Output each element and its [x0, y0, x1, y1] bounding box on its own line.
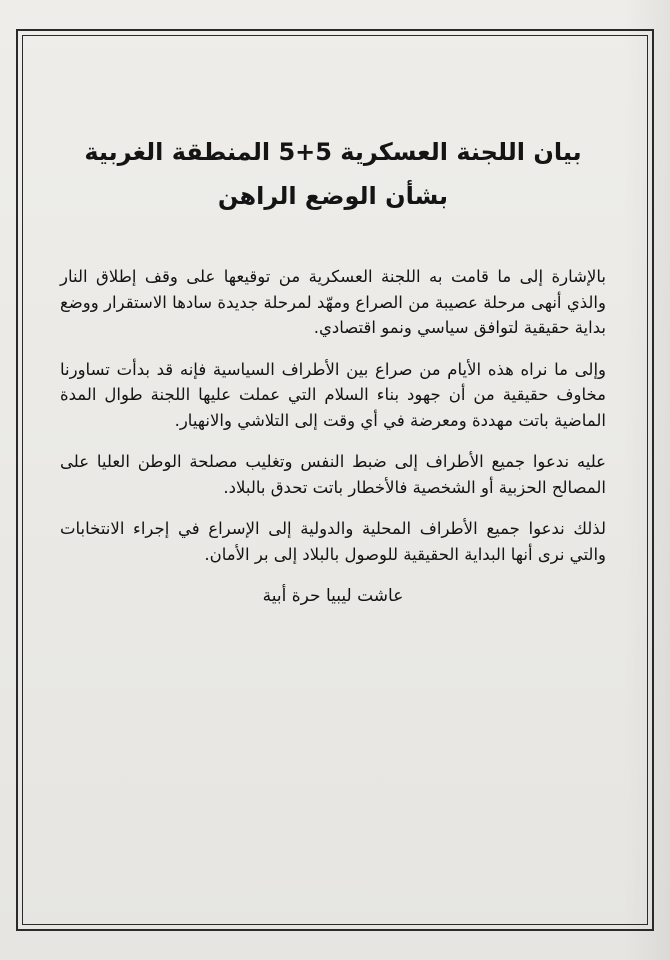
closing-line: عاشت ليبيا حرة أبية	[262, 586, 404, 606]
statement-title: بيان اللجنة العسكرية 5+5 المنطقة الغربية بشأن الوضع الراهن	[84, 138, 582, 210]
paragraph-3: عليه ندعوا جميع الأطراف إلى ضبط النفس وتغليب مصلحة الوطن العليا على المصالح الحزبية أو الشخصية فالأخطار باتت تحدق بالبلاد.	[60, 452, 606, 497]
paragraph-4: لذلك ندعوا جميع الأطراف المحلية والدولية إلى الإسراع في إجراء الانتخابات والتي نرى أنها البداية الحقيقية للوصول بالبلاد إلى بر الأمان.	[60, 519, 606, 564]
paragraph-2: وإلى ما نراه هذه الأيام من صراع بين الأطراف السياسية فإنه قد بدأت تساورنا مخاوف حقيقية من أن جهود بناء السلام التي عملت عليها اللجنة طوال المدة الماضية باتت مهددة ومعرضة في أي وقت إلى التلاشي والانهيار.	[60, 359, 606, 430]
statement-body	[60, 130, 606, 609]
paragraph-1: بالإشارة إلى ما قامت به اللجنة العسكرية من توقيعها على وقف إطلاق النار والذي أنهى مرحلة عصيبة من الصراع ومهّد لمرحلة جديدة سادها الاستقرار ووضع بداية حقيقية لتوافق سياسي ونمو اقتصادي.	[60, 267, 606, 337]
